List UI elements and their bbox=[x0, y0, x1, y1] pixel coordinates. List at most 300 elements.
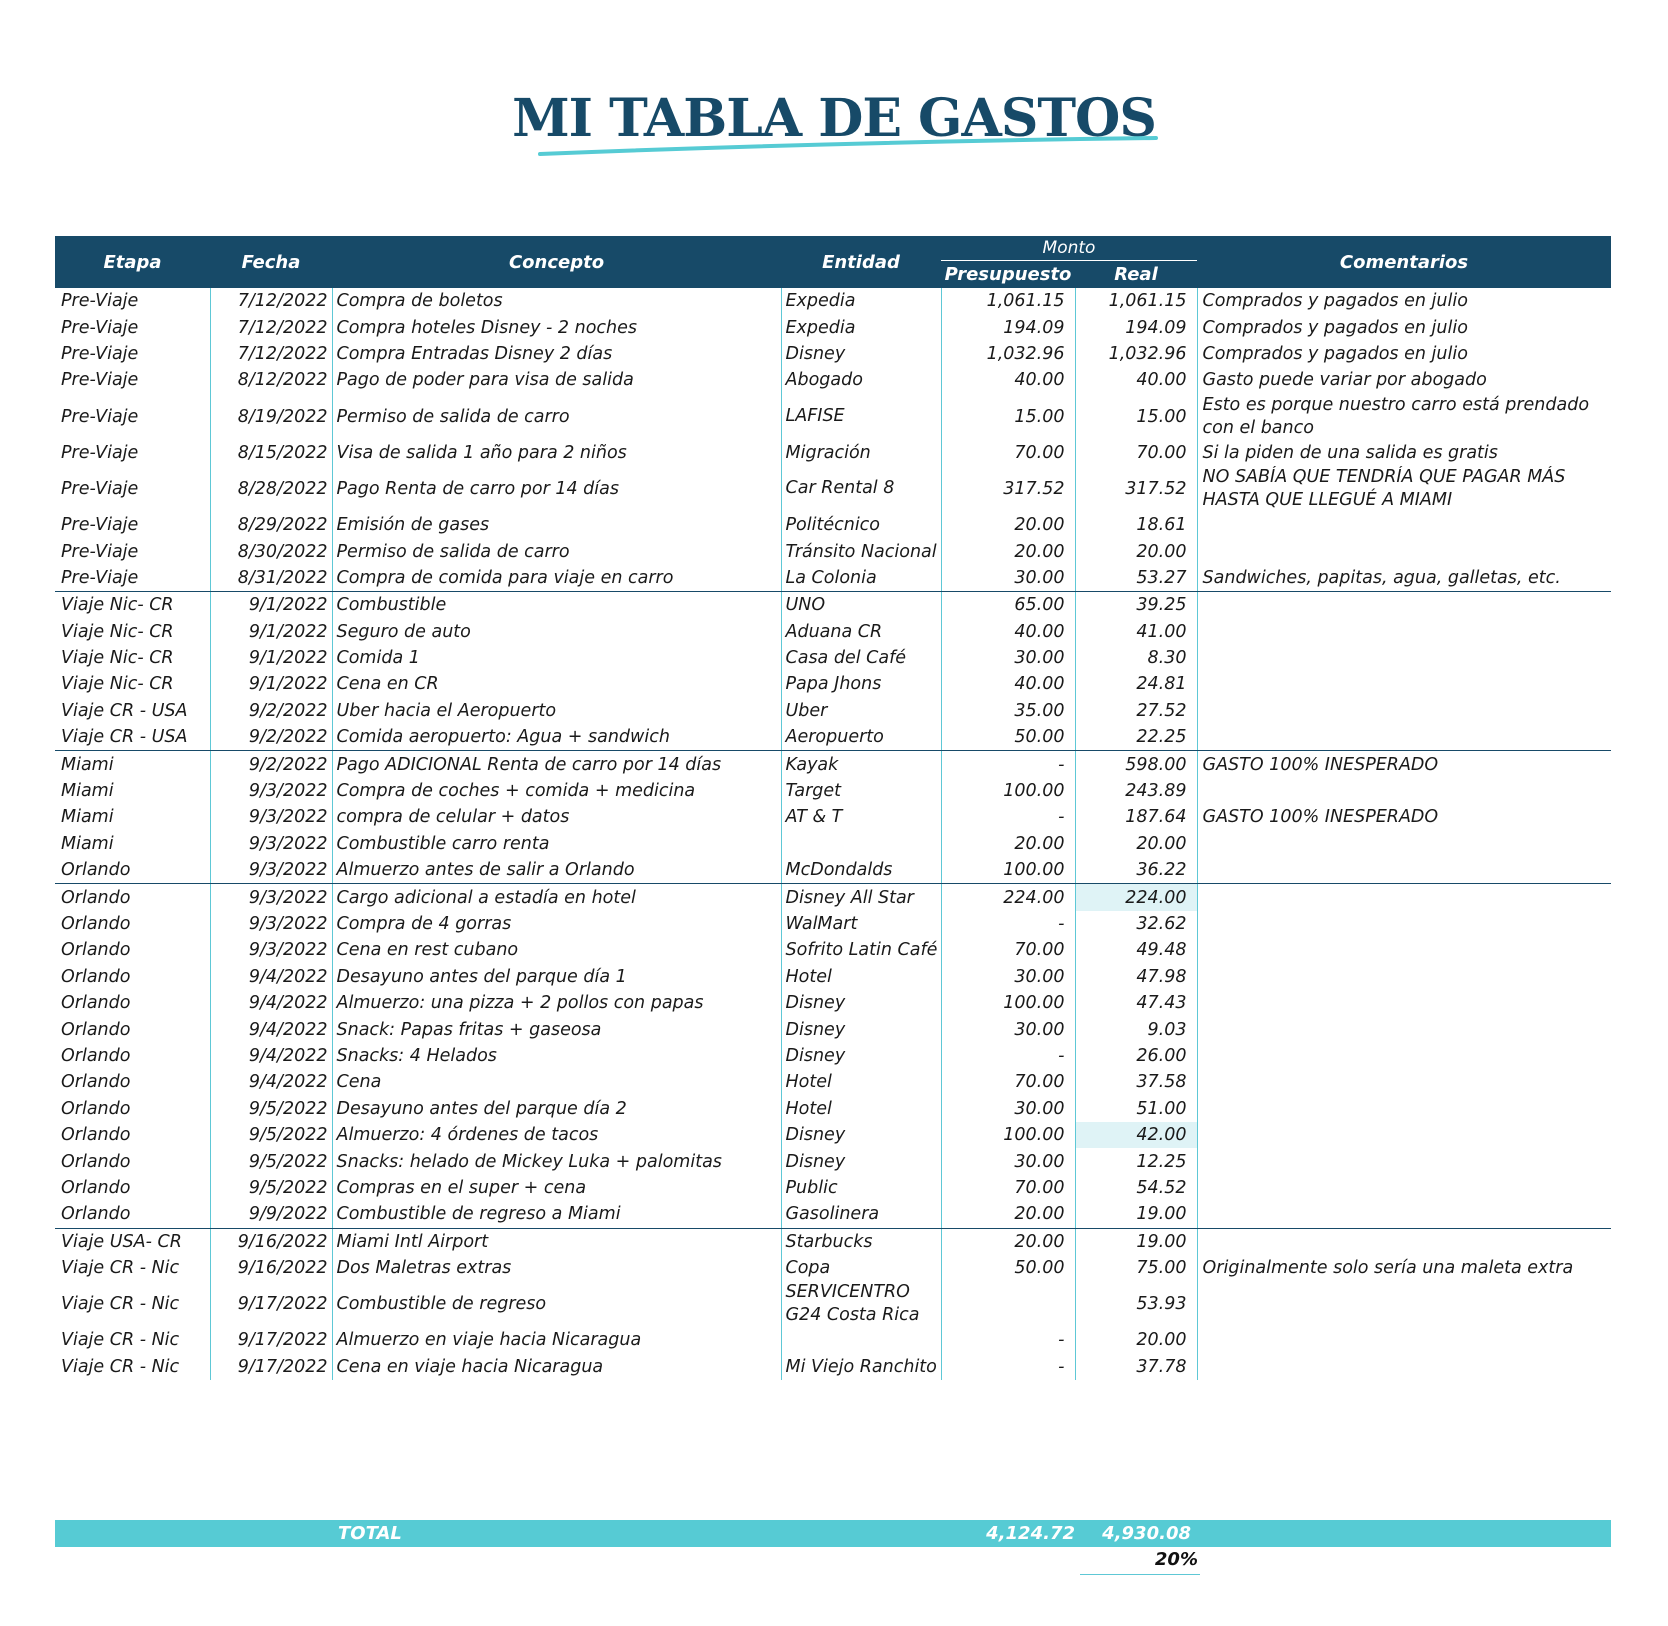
cell-entidad: Gasolinera bbox=[781, 1201, 941, 1228]
cell-concepto: Pago de poder para visa de salida bbox=[336, 370, 634, 391]
cell-comentario bbox=[1197, 512, 1611, 538]
cell-fecha: 9/1/2022 bbox=[210, 671, 332, 697]
cell-comentario bbox=[1197, 1043, 1611, 1069]
cell-presupuesto: 30.00 bbox=[941, 964, 1075, 990]
cell-etapa: Miami bbox=[61, 807, 114, 828]
cell-presupuesto: 1,032.96 bbox=[941, 341, 1075, 367]
cell-etapa: Pre-Viaje bbox=[61, 343, 139, 364]
cell-real: 243.89 bbox=[1075, 778, 1197, 804]
cell-presupuesto: 20.00 bbox=[941, 538, 1075, 564]
cell-comentario: GASTO 100% INESPERADO bbox=[1202, 807, 1439, 828]
cell-etapa: Orlando bbox=[61, 887, 131, 908]
cell-concepto: Dos Maletras extras bbox=[336, 1258, 512, 1279]
cell-entidad: Expedia bbox=[781, 314, 941, 340]
table-row bbox=[55, 1148, 1611, 1174]
table-row bbox=[55, 512, 1611, 538]
table-row bbox=[55, 671, 1611, 697]
cell-comentario bbox=[1197, 1096, 1611, 1122]
header-entidad: Entidad bbox=[781, 236, 941, 288]
cell-fecha: 9/3/2022 bbox=[210, 884, 332, 911]
cell-concepto: Compras en el super + cena bbox=[336, 1177, 587, 1198]
cell-etapa: Pre-Viaje bbox=[61, 442, 139, 463]
cell-comentario bbox=[1197, 619, 1611, 645]
cell-real: 37.78 bbox=[1075, 1354, 1197, 1380]
cell-concepto: Almuerzo en viaje hacia Nicaragua bbox=[336, 1330, 642, 1351]
cell-fecha: 9/17/2022 bbox=[210, 1281, 332, 1327]
cell-concepto: Cena bbox=[336, 1072, 382, 1093]
cell-etapa: Miami bbox=[61, 754, 114, 775]
cell-real: 47.98 bbox=[1075, 964, 1197, 990]
cell-entidad: Hotel bbox=[781, 964, 941, 990]
cell-presupuesto: 100.00 bbox=[941, 778, 1075, 804]
table-row bbox=[55, 1175, 1611, 1201]
cell-etapa: Orlando bbox=[61, 940, 131, 961]
cell-etapa: Orlando bbox=[55, 1201, 210, 1228]
cell-fecha: 8/15/2022 bbox=[210, 440, 332, 466]
cell-etapa: Viaje CR - Nic bbox=[61, 1356, 180, 1377]
cell-entidad: SERVICENTRO G24 Costa Rica bbox=[781, 1281, 941, 1327]
cell-etapa: Orlando bbox=[61, 1045, 131, 1066]
cell-comentario bbox=[1197, 1281, 1611, 1327]
table-body bbox=[55, 288, 1611, 1380]
cell-entidad: Expedia bbox=[781, 288, 941, 314]
cell-concepto: Compra de boletos bbox=[336, 291, 503, 312]
cell-etapa: Pre-Viaje bbox=[61, 370, 139, 391]
table-row bbox=[55, 964, 1611, 990]
cell-fecha: 9/5/2022 bbox=[210, 1175, 332, 1201]
cell-fecha: 9/3/2022 bbox=[210, 831, 332, 857]
cell-fecha: 9/5/2022 bbox=[210, 1148, 332, 1174]
table-row bbox=[55, 466, 1611, 512]
cell-concepto: compra de celular + datos bbox=[336, 807, 570, 828]
cell-real: 32.62 bbox=[1075, 911, 1197, 937]
cell-concepto: Compra hoteles Disney - 2 noches bbox=[336, 317, 637, 338]
cell-presupuesto: - bbox=[941, 804, 1075, 830]
cell-concepto: Snacks: 4 Helados bbox=[336, 1045, 497, 1066]
cell-concepto: Cena en viaje hacia Nicaragua bbox=[336, 1356, 604, 1377]
cell-entidad: Disney bbox=[781, 1016, 941, 1042]
cell-presupuesto: 317.52 bbox=[941, 466, 1075, 512]
cell-etapa: Viaje Nic- CR bbox=[61, 674, 174, 695]
cell-etapa: Viaje Nic- CR bbox=[61, 648, 174, 669]
cell-comentario bbox=[1197, 937, 1611, 963]
cell-real: 40.00 bbox=[1075, 367, 1197, 393]
cell-comentario bbox=[1197, 1327, 1611, 1353]
cell-fecha: 7/12/2022 bbox=[210, 288, 332, 314]
cell-presupuesto: 30.00 bbox=[941, 1016, 1075, 1042]
cell-etapa: Viaje USA- CR bbox=[61, 1231, 182, 1252]
cell-comentario bbox=[1197, 698, 1611, 724]
cell-etapa: Viaje CR - Nic bbox=[61, 1330, 180, 1351]
cell-fecha: 8/29/2022 bbox=[210, 512, 332, 538]
cell-entidad: AT & T bbox=[781, 804, 941, 830]
cell-presupuesto: 30.00 bbox=[941, 1096, 1075, 1122]
cell-comentario bbox=[1197, 1069, 1611, 1095]
table-row bbox=[55, 538, 1611, 564]
cell-comentario bbox=[1197, 857, 1611, 884]
cell-presupuesto: 100.00 bbox=[941, 1122, 1075, 1148]
cell-presupuesto: 50.00 bbox=[941, 724, 1075, 751]
cell-entidad: Aeropuerto bbox=[781, 724, 941, 751]
cell-entidad: Disney bbox=[781, 1122, 941, 1148]
cell-concepto: Seguro de auto bbox=[336, 621, 471, 642]
cell-fecha: 9/3/2022 bbox=[210, 911, 332, 937]
table-row bbox=[55, 1096, 1611, 1122]
cell-entidad: LAFISE bbox=[781, 394, 941, 440]
total-real: 4,930.08 bbox=[1102, 1523, 1191, 1544]
cell-entidad: Papa Jhons bbox=[781, 671, 941, 697]
cell-etapa: Viaje CR - USA bbox=[61, 700, 188, 721]
cell-entidad: Uber bbox=[781, 698, 941, 724]
cell-presupuesto: 15.00 bbox=[941, 394, 1075, 440]
cell-etapa: Miami bbox=[61, 833, 114, 854]
cell-etapa: Orlando bbox=[61, 993, 131, 1014]
cell-entidad: Target bbox=[781, 778, 941, 804]
cell-real: 36.22 bbox=[1075, 857, 1197, 884]
cell-fecha: 9/1/2022 bbox=[210, 645, 332, 671]
cell-presupuesto: - bbox=[941, 1327, 1075, 1353]
header-comentarios: Comentarios bbox=[1197, 236, 1611, 288]
cell-etapa: Pre-Viaje bbox=[55, 565, 210, 592]
cell-presupuesto: 35.00 bbox=[941, 698, 1075, 724]
cell-etapa: Orlando bbox=[61, 966, 131, 987]
cell-concepto: Comida aeropuerto: Agua + sandwich bbox=[332, 724, 781, 751]
cell-real: 53.93 bbox=[1075, 1281, 1197, 1327]
cell-presupuesto: 194.09 bbox=[941, 314, 1075, 340]
cell-presupuesto: 20.00 bbox=[941, 1228, 1075, 1255]
cell-fecha: 9/2/2022 bbox=[210, 698, 332, 724]
cell-real: 9.03 bbox=[1075, 1016, 1197, 1042]
cell-entidad: Disney All Star bbox=[781, 884, 941, 911]
cell-entidad: WalMart bbox=[781, 911, 941, 937]
cell-etapa: Viaje CR - Nic bbox=[61, 1294, 180, 1315]
cell-comentario: Comprados y pagados en julio bbox=[1202, 291, 1468, 312]
table-row bbox=[55, 288, 1611, 314]
cell-real: 20.00 bbox=[1075, 831, 1197, 857]
cell-etapa: Viaje Nic- CR bbox=[61, 595, 174, 616]
cell-presupuesto: 65.00 bbox=[941, 592, 1075, 619]
cell-comentario bbox=[1197, 592, 1611, 619]
cell-real: 1,032.96 bbox=[1075, 341, 1197, 367]
cell-entidad: La Colonia bbox=[781, 565, 941, 592]
cell-fecha: 7/12/2022 bbox=[210, 314, 332, 340]
cell-comentario bbox=[1197, 1122, 1611, 1148]
cell-real: 20.00 bbox=[1075, 1327, 1197, 1353]
cell-entidad: McDondalds bbox=[781, 857, 941, 884]
cell-real: 24.81 bbox=[1075, 671, 1197, 697]
cell-entidad: UNO bbox=[781, 592, 941, 619]
cell-fecha: 9/17/2022 bbox=[210, 1354, 332, 1380]
table-row bbox=[55, 698, 1611, 724]
cell-etapa: Orlando bbox=[61, 1125, 131, 1146]
cell-presupuesto: 100.00 bbox=[941, 857, 1075, 884]
table-row bbox=[55, 778, 1611, 804]
cell-concepto: Miami Intl Airport bbox=[336, 1231, 489, 1252]
header-presupuesto: Presupuesto bbox=[941, 261, 1075, 289]
cell-etapa: Orlando bbox=[61, 1098, 131, 1119]
cell-real: 26.00 bbox=[1075, 1043, 1197, 1069]
cell-etapa: Pre-Viaje bbox=[61, 406, 139, 427]
cell-comentario bbox=[1197, 1354, 1611, 1380]
cell-fecha: 9/3/2022 bbox=[210, 804, 332, 830]
cell-entidad: Hotel bbox=[781, 1096, 941, 1122]
cell-fecha: 9/4/2022 bbox=[210, 1016, 332, 1042]
cell-fecha: 8/12/2022 bbox=[210, 367, 332, 393]
cell-comentario bbox=[1197, 990, 1611, 1016]
cell-entidad: Starbucks bbox=[781, 1228, 941, 1255]
cell-real: 19.00 bbox=[1075, 1201, 1197, 1228]
cell-concepto: Compra Entradas Disney 2 días bbox=[336, 343, 613, 364]
cell-real: 47.43 bbox=[1075, 990, 1197, 1016]
cell-entidad: Disney bbox=[781, 990, 941, 1016]
header-monto: Monto bbox=[941, 236, 1197, 261]
cell-comentario: Comprados y pagados en julio bbox=[1202, 343, 1468, 364]
cell-concepto: Visa de salida 1 año para 2 niños bbox=[336, 442, 627, 463]
cell-real: 18.61 bbox=[1075, 512, 1197, 538]
table-row bbox=[55, 592, 1611, 619]
header-etapa: Etapa bbox=[55, 236, 210, 288]
cell-presupuesto: - bbox=[941, 751, 1075, 778]
cell-comentario bbox=[1197, 831, 1611, 857]
table-row bbox=[55, 724, 1611, 751]
cell-fecha: 9/4/2022 bbox=[210, 964, 332, 990]
table-row bbox=[55, 1327, 1611, 1353]
cell-entidad: Casa del Café bbox=[781, 645, 941, 671]
cell-entidad: Abogado bbox=[781, 367, 941, 393]
cell-comentario: Comprados y pagados en julio bbox=[1202, 317, 1468, 338]
table-row bbox=[55, 1016, 1611, 1042]
cell-etapa: Orlando bbox=[55, 857, 210, 884]
cell-presupuesto: - bbox=[941, 1354, 1075, 1380]
table-row bbox=[55, 394, 1611, 440]
cell-etapa: Orlando bbox=[61, 1019, 131, 1040]
cell-real: 51.00 bbox=[1075, 1096, 1197, 1122]
table-row bbox=[55, 1201, 1611, 1228]
cell-presupuesto: 30.00 bbox=[941, 1148, 1075, 1174]
cell-presupuesto: 70.00 bbox=[941, 1069, 1075, 1095]
cell-entidad: Sofrito Latin Café bbox=[781, 937, 941, 963]
table-row bbox=[55, 314, 1611, 340]
cell-concepto: Snack: Papas fritas + gaseosa bbox=[336, 1019, 602, 1040]
cell-presupuesto: 70.00 bbox=[941, 937, 1075, 963]
table-row bbox=[55, 990, 1611, 1016]
cell-presupuesto: 40.00 bbox=[941, 619, 1075, 645]
cell-concepto: Almuerzo: 4 órdenes de tacos bbox=[336, 1125, 599, 1146]
cell-etapa: Pre-Viaje bbox=[61, 317, 139, 338]
cell-comentario bbox=[1197, 778, 1611, 804]
cell-etapa: Pre-Viaje bbox=[61, 291, 139, 312]
cell-real: 49.48 bbox=[1075, 937, 1197, 963]
cell-fecha: 8/19/2022 bbox=[210, 394, 332, 440]
table-row bbox=[55, 884, 1611, 911]
cell-presupuesto: 224.00 bbox=[941, 884, 1075, 911]
cell-entidad: Disney bbox=[781, 1043, 941, 1069]
table-row bbox=[55, 911, 1611, 937]
cell-real: 194.09 bbox=[1075, 314, 1197, 340]
table-row bbox=[55, 1122, 1611, 1148]
table-row bbox=[55, 1281, 1611, 1327]
cell-concepto: Almuerzo antes de salir a Orlando bbox=[332, 857, 781, 884]
cell-fecha: 9/1/2022 bbox=[210, 592, 332, 619]
cell-comentario bbox=[1197, 671, 1611, 697]
cell-entidad: Kayak bbox=[781, 751, 941, 778]
header-fecha: Fecha bbox=[210, 236, 332, 288]
cell-real: 39.25 bbox=[1075, 592, 1197, 619]
cell-entidad bbox=[781, 1327, 941, 1353]
cell-entidad bbox=[781, 831, 941, 857]
cell-concepto: Desayuno antes del parque día 1 bbox=[336, 966, 627, 987]
cell-entidad: Aduana CR bbox=[781, 619, 941, 645]
cell-etapa: Miami bbox=[61, 781, 114, 802]
cell-presupuesto: 70.00 bbox=[941, 440, 1075, 466]
cell-concepto: Compra de 4 gorras bbox=[336, 914, 512, 934]
cell-fecha: 9/17/2022 bbox=[210, 1327, 332, 1353]
cell-concepto: Emisión de gases bbox=[336, 515, 490, 536]
cell-etapa: Orlando bbox=[61, 1072, 131, 1093]
table-row bbox=[55, 341, 1611, 367]
cell-fecha: 9/5/2022 bbox=[210, 1122, 332, 1148]
cell-comentario: Originalmente solo sería una maleta extra bbox=[1202, 1258, 1574, 1279]
cell-concepto: Uber hacia el Aeropuerto bbox=[336, 700, 557, 721]
page-title: MI TABLA DE GASTOS bbox=[512, 88, 1156, 149]
cell-presupuesto: 40.00 bbox=[941, 367, 1075, 393]
cell-comentario bbox=[1197, 884, 1611, 911]
table-row bbox=[55, 440, 1611, 466]
cell-fecha: 9/3/2022 bbox=[210, 857, 332, 884]
cell-entidad: Mi Viejo Ranchito bbox=[781, 1354, 941, 1380]
cell-comentario bbox=[1197, 1175, 1611, 1201]
cell-real: 70.00 bbox=[1075, 440, 1197, 466]
cell-presupuesto: 50.00 bbox=[941, 1255, 1075, 1281]
cell-entidad: Public bbox=[781, 1175, 941, 1201]
cell-concepto: Pago ADICIONAL Renta de carro por 14 días bbox=[336, 754, 722, 775]
cell-etapa: Pre-Viaje bbox=[61, 515, 139, 536]
cell-fecha: 8/30/2022 bbox=[210, 538, 332, 564]
cell-real: 8.30 bbox=[1075, 645, 1197, 671]
cell-concepto: Snacks: helado de Mickey Luka + palomitas bbox=[336, 1151, 722, 1172]
cell-comentario bbox=[1197, 1016, 1611, 1042]
variance-percent: 20% bbox=[1080, 1549, 1200, 1575]
cell-comentario: NO SABÍA QUE TENDRÍA QUE PAGAR MÁS HASTA QUE LLEGUÉ A MIAMI bbox=[1202, 466, 1566, 510]
total-label: TOTAL bbox=[338, 1523, 402, 1544]
cell-presupuesto: 30.00 bbox=[941, 645, 1075, 671]
cell-fecha: 7/12/2022 bbox=[210, 341, 332, 367]
cell-entidad: Car Rental 8 bbox=[781, 466, 941, 512]
cell-real: 598.00 bbox=[1075, 751, 1197, 778]
cell-etapa: Pre-Viaje bbox=[61, 478, 139, 499]
cell-presupuesto: 40.00 bbox=[941, 671, 1075, 697]
cell-real: 54.52 bbox=[1075, 1175, 1197, 1201]
cell-concepto: Combustible de regreso bbox=[336, 1294, 547, 1315]
cell-real: 19.00 bbox=[1075, 1228, 1197, 1255]
cell-real: 15.00 bbox=[1075, 394, 1197, 440]
cell-fecha: 9/1/2022 bbox=[210, 619, 332, 645]
cell-entidad: Politécnico bbox=[781, 512, 941, 538]
cell-real: 42.00 bbox=[1075, 1122, 1197, 1148]
header-real: Real bbox=[1075, 261, 1197, 289]
cell-fecha: 9/2/2022 bbox=[210, 751, 332, 778]
cell-presupuesto: 1,061.15 bbox=[941, 288, 1075, 314]
cell-etapa: Orlando bbox=[61, 1151, 131, 1172]
cell-entidad: Hotel bbox=[781, 1069, 941, 1095]
cell-etapa: Pre-Viaje bbox=[61, 541, 139, 562]
cell-entidad: Migración bbox=[781, 440, 941, 466]
cell-entidad: Disney bbox=[781, 1148, 941, 1174]
cell-comentario bbox=[1197, 1201, 1611, 1228]
cell-fecha: 9/16/2022 bbox=[210, 1255, 332, 1281]
cell-comentario bbox=[1197, 724, 1611, 751]
cell-fecha: 9/4/2022 bbox=[210, 1069, 332, 1095]
cell-real: 20.00 bbox=[1075, 538, 1197, 564]
cell-fecha: 9/9/2022 bbox=[210, 1201, 332, 1228]
cell-comentario: Gasto puede variar por abogado bbox=[1202, 370, 1487, 391]
cell-real: 41.00 bbox=[1075, 619, 1197, 645]
cell-fecha: 9/3/2022 bbox=[210, 937, 332, 963]
cell-entidad: Tránsito Nacional bbox=[781, 538, 941, 564]
cell-fecha: 8/31/2022 bbox=[210, 565, 332, 592]
cell-comentario bbox=[1197, 1228, 1611, 1255]
cell-real: 187.64 bbox=[1075, 804, 1197, 830]
table-row bbox=[55, 804, 1611, 830]
cell-presupuesto: - bbox=[941, 911, 1075, 937]
cell-real: 224.00 bbox=[1075, 884, 1197, 911]
cell-concepto: Comida 1 bbox=[336, 648, 420, 669]
table-row bbox=[55, 1069, 1611, 1095]
cell-concepto: Desayuno antes del parque día 2 bbox=[336, 1098, 627, 1119]
table-header bbox=[55, 236, 1611, 288]
table-row bbox=[55, 619, 1611, 645]
cell-fecha: 9/2/2022 bbox=[210, 724, 332, 751]
cell-concepto: Cena en rest cubano bbox=[336, 940, 519, 961]
cell-presupuesto: 70.00 bbox=[941, 1175, 1075, 1201]
cell-fecha: 9/3/2022 bbox=[210, 778, 332, 804]
cell-real: 1,061.15 bbox=[1075, 288, 1197, 314]
cell-real: 27.52 bbox=[1075, 698, 1197, 724]
cell-real: 22.25 bbox=[1075, 724, 1197, 751]
cell-comentario bbox=[1197, 911, 1611, 937]
cell-etapa: Viaje CR - USA bbox=[55, 724, 210, 751]
cell-concepto: Compra de comida para viaje en carro bbox=[332, 565, 781, 592]
cell-presupuesto: 30.00 bbox=[941, 565, 1075, 592]
cell-etapa: Viaje CR - Nic bbox=[61, 1258, 180, 1279]
table-row bbox=[55, 645, 1611, 671]
table-row bbox=[55, 831, 1611, 857]
cell-real: 12.25 bbox=[1075, 1148, 1197, 1174]
cell-concepto: Permiso de salida de carro bbox=[336, 541, 570, 562]
cell-entidad: Copa bbox=[781, 1255, 941, 1281]
table-row bbox=[55, 1228, 1611, 1255]
table-row bbox=[55, 1043, 1611, 1069]
table-row bbox=[55, 857, 1611, 884]
cell-fecha: 9/4/2022 bbox=[210, 1043, 332, 1069]
cell-fecha: 8/28/2022 bbox=[210, 466, 332, 512]
cell-concepto: Combustible bbox=[336, 595, 447, 616]
cell-real: 53.27 bbox=[1075, 565, 1197, 592]
table-row bbox=[55, 565, 1611, 592]
cell-concepto: Cargo adicional a estadía en hotel bbox=[336, 887, 636, 908]
cell-comentario bbox=[1197, 1148, 1611, 1174]
cell-presupuesto: - bbox=[941, 1043, 1075, 1069]
cell-etapa: Orlando bbox=[61, 914, 131, 934]
cell-entidad: Disney bbox=[781, 341, 941, 367]
cell-presupuesto: 20.00 bbox=[941, 831, 1075, 857]
title-underline bbox=[538, 132, 1158, 162]
cell-comentario bbox=[1197, 645, 1611, 671]
cell-presupuesto: 20.00 bbox=[941, 1201, 1075, 1228]
total-row bbox=[55, 1520, 1611, 1547]
table-row bbox=[55, 1354, 1611, 1380]
table-row bbox=[55, 937, 1611, 963]
